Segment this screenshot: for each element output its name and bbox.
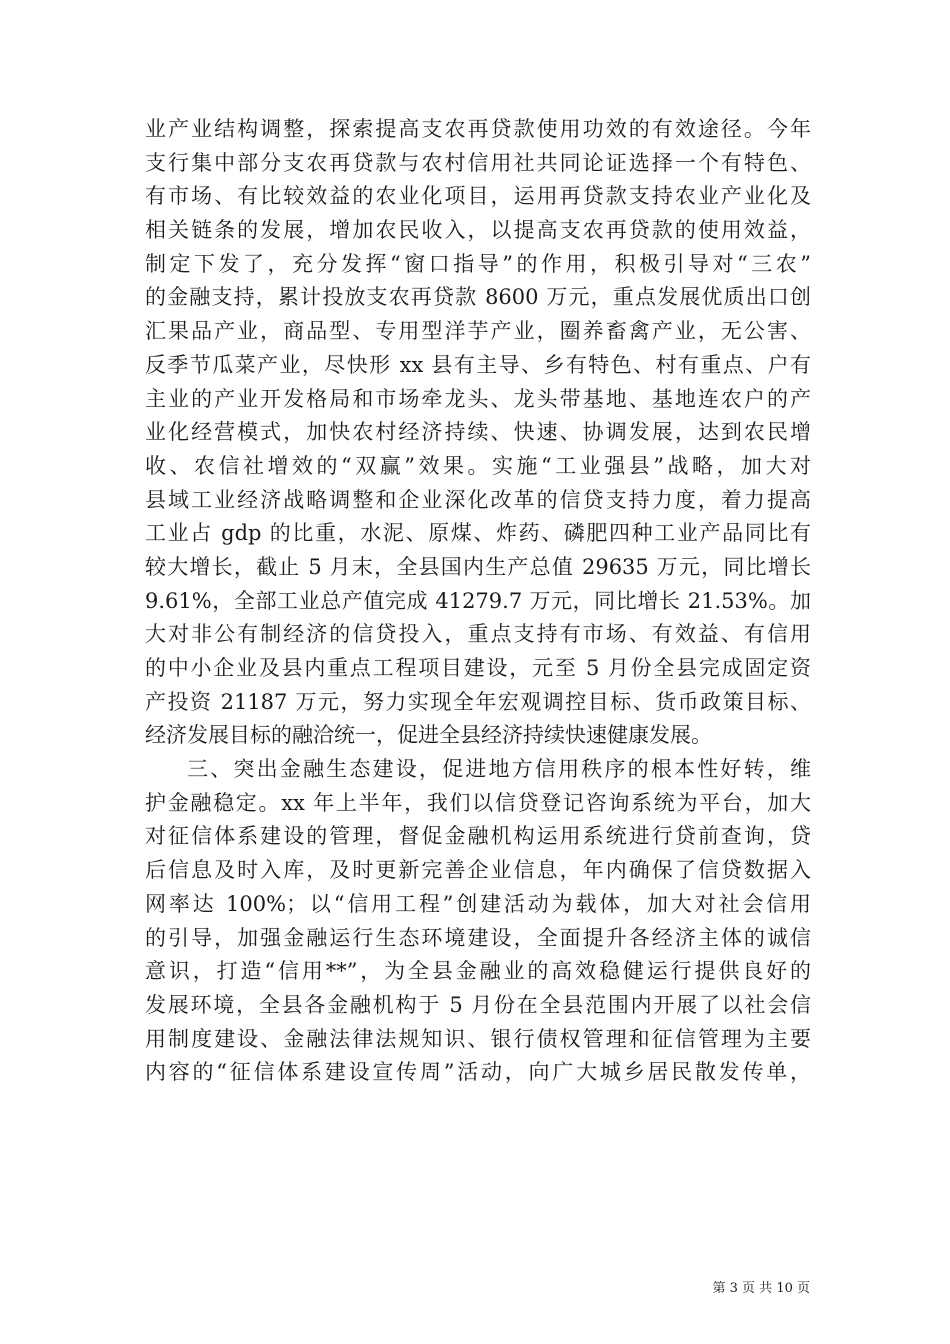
text-line-16: 大对非公有制经济的信贷投入，重点支持有市场、有效益、有信用 (145, 622, 811, 647)
text-line-13: 工业占 gdp 的比重，水泥、原煤、炸药、磷肥四种工业产品同比有 (145, 521, 811, 546)
text-line-24: 网率达 100%；以“信用工程”创建活动为载体，加大对社会信用 (145, 891, 811, 916)
text-line-5: 制定下发了，充分发挥“窗口指导”的作用，积极引导对“三农” (145, 251, 811, 276)
text-line-4: 相关链条的发展，增加农民收入，以提高支农再贷款的使用效益， (145, 218, 811, 243)
body-text (145, 113, 811, 1090)
text-line-1: 业产业结构调整，探索提高支农再贷款使用功效的有效途径。今年 (145, 117, 811, 141)
text-line-10: 业化经营模式，加快农村经济持续、快速、协调发展，达到农民增 (145, 420, 811, 445)
text-line-11: 收、农信社增效的“双赢”效果。实施“工业强县”战略，加大对 (145, 453, 811, 478)
text-line-9: 主业的产业开发格局和市场牵龙头、龙头带基地、基地连农户的产 (145, 386, 811, 411)
text-line-25: 的引导，加强金融运行生态环境建设，全面提升各经济主体的诚信 (145, 925, 811, 950)
text-line-14: 较大增长，截止 5 月末，全县国内生产总值 29635 万元，同比增长 (145, 554, 811, 579)
text-line-15: 9.61%，全部工业总产值完成 41279.7 万元，同比增长 21.53%。加 (145, 588, 811, 613)
text-line-26: 意识，打造“信用**”，为全县金融业的高效稳健运行提供良好的 (145, 959, 811, 984)
text-line-17: 的中小企业及县内重点工程项目建设，元至 5 月份全县完成固定资 (145, 656, 811, 680)
text-line-19: 经济发展目标的融洽统一，促进全县经济持续快速健康发展。 (145, 723, 712, 748)
text-line-8: 反季节瓜菜产业，尽快形 xx 县有主导、乡有特色、村有重点、户有 (145, 352, 811, 377)
page-number-footer: 第 3 页 共 10 页 (712, 1281, 810, 1296)
text-line-23: 后信息及时入库，及时更新完善企业信息，年内确保了信贷数据入 (145, 858, 811, 883)
text-line-12: 县域工业经济战略调整和企业深化改革的信贷支持力度，着力提高 (145, 487, 811, 512)
text-line-29: 内容的“征信体系建设宣传周”活动，向广大城乡居民散发传单， (145, 1060, 811, 1085)
text-line-18: 产投资 21187 万元，努力实现全年宏观调控目标、货币政策目标、 (145, 689, 811, 714)
text-line-7: 汇果品产业，商品型、专用型洋芋产业，圈养畜禽产业，无公害、 (145, 319, 811, 344)
text-line-21: 护金融稳定。xx 年上半年，我们以信贷登记咨询系统为平台，加大 (145, 790, 811, 815)
text-line-22: 对征信体系建设的管理，督促金融机构运用系统进行贷前查询，贷 (145, 824, 811, 849)
text-line-3: 有市场、有比较效益的农业化项目，运用再贷款支持农业产业化及 (145, 184, 811, 209)
text-line-28: 用制度建设、金融法律法规知识、银行债权管理和征信管理为主要 (145, 1026, 811, 1051)
text-line-20: 三、突出金融生态建设，促进地方信用秩序的根本性好转，维 (187, 757, 811, 782)
text-line-27: 发展环境，全县各金融机构于 5 月份在全县范围内开展了以社会信 (145, 992, 811, 1017)
text-line-2: 支行集中部分支农再贷款与农村信用社共同论证选择一个有特色、 (145, 150, 811, 175)
text-line-6: 的金融支持，累计投放支农再贷款 8600 万元，重点发展优质出口创 (145, 285, 811, 310)
